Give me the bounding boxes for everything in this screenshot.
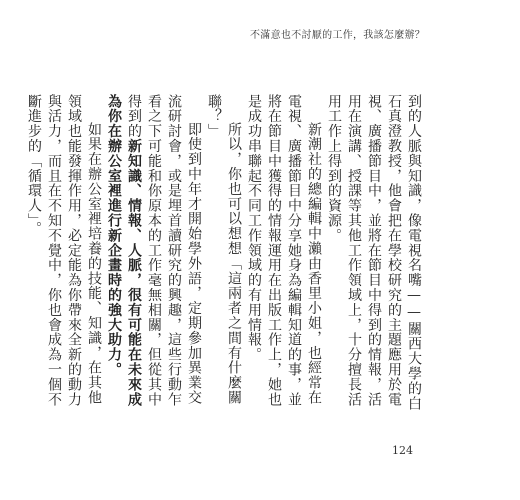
paragraph-text: 如果在辦公室裡培養的技能、知識，在其他領域也能發揮作用，必定能為你帶來全新的動力與活力，而且在不知不覺中，你也會成為一個不斷進步的「循環人」。 xyxy=(26,94,102,407)
paragraph-3 xyxy=(204,94,244,418)
paragraph-1 xyxy=(324,94,424,418)
paragraph-text: 新潮社的總編輯中瀨由香里小姐，也經常在電視、廣播節目中分享她身為編輯知道的事，並將在節目中獲得的情報運用在出版工作上，她也是成功串聯起不同工作領域的有用情報。 xyxy=(246,94,322,407)
paragraph-4 xyxy=(104,94,204,418)
paragraph-5 xyxy=(24,94,104,418)
paragraph-text: 所以，你也可以想想「這兩者之間有什麼關聯？」 xyxy=(206,94,242,406)
body-text xyxy=(24,94,424,418)
page-number: 124 xyxy=(392,444,413,457)
paragraph-2 xyxy=(244,94,324,418)
paragraph-text: 即使到中年才開始學外語，定期參加異業交流研討會，或是埋首讀研究的興趣，這些行動乍看之下可能和你原本的工作毫無相關，但從其中得到的 xyxy=(126,94,202,407)
paragraph-emphasis-text: 新知識、情報、人脈，很有可能在未來成為你在辦公室裡進行新企畫時的強大助力。 xyxy=(106,94,142,407)
paragraph-text: 到的人脈與知識，像電視名嘴——關西大學的白石真澄教授，他會把在學校研究的主題應用於電視、廣播節目中，並將在節目中得到的情報，活用在演講、授課等其他工作領域上，十分擅長活用工作上得到的資源。 xyxy=(326,94,422,411)
running-head-title: 不滿意也不討厭的工作，我該怎麼辦？ xyxy=(250,30,426,41)
